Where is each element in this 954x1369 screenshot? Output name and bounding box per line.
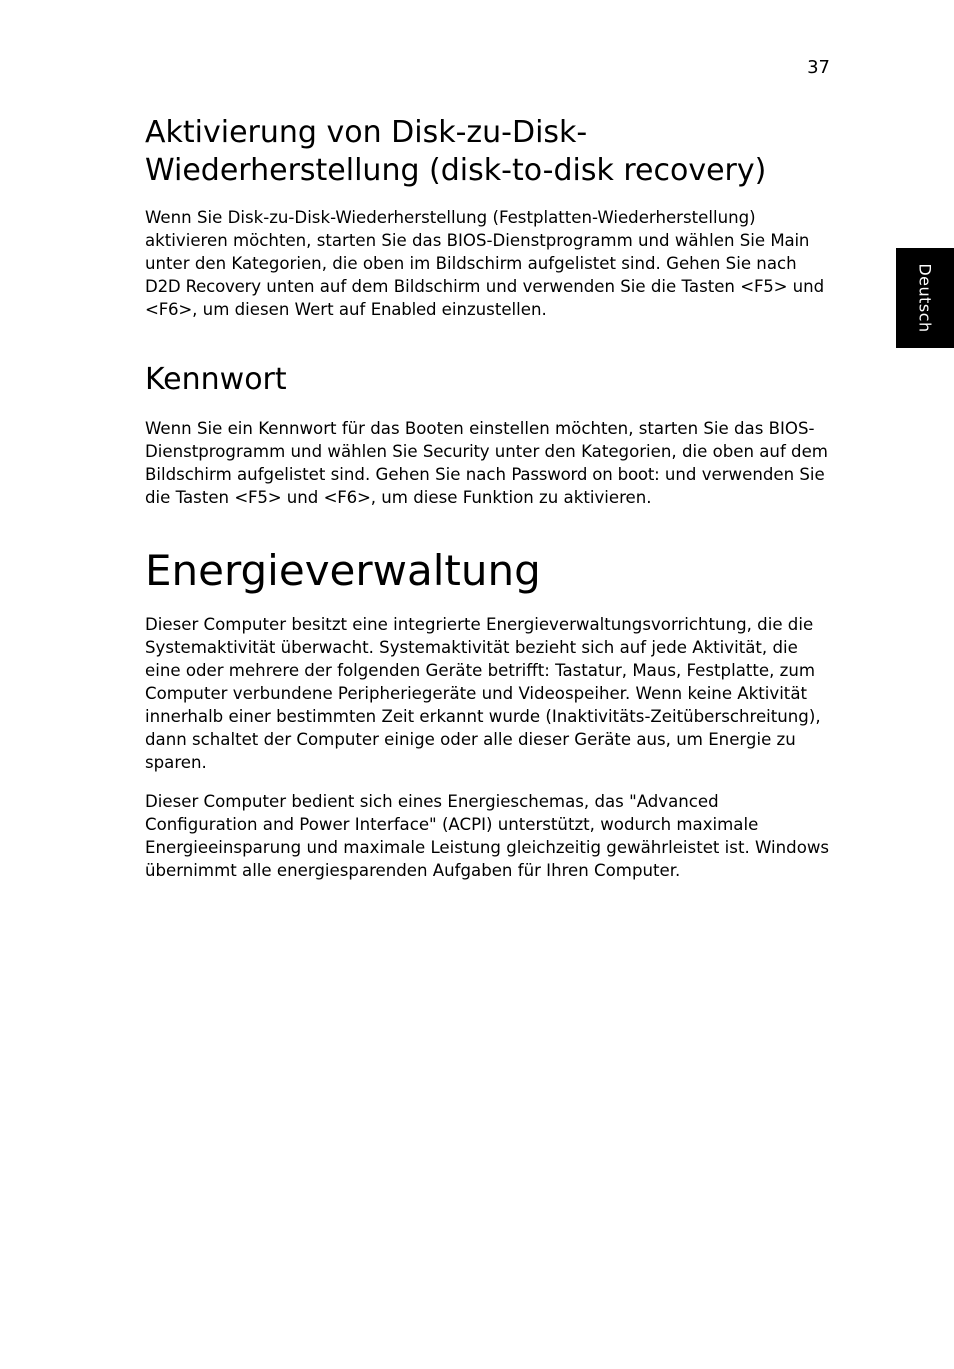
language-tab-label: Deutsch [915,263,935,333]
kennwort-text-2: unter den Kategorien, die oben auf dem Bildschirm aufgelistet sind. Gehen Sie nach [145,442,828,484]
d2d-text-2: unter den Kategorien, die oben im Bildschirm aufgelistet sind. Gehen Sie nach [145,254,797,273]
energie-heading: Energieverwaltung [145,546,541,595]
kennwort-key-f5: <F5> [234,488,282,507]
d2d-term-enabled: Enabled [370,300,437,319]
d2d-heading-line-1: Aktivierung von Disk-zu-Disk- [145,115,588,150]
page-content [145,114,835,882]
kennwort-text-3: und verwenden Sie die Tasten [145,465,825,507]
d2d-key-f5: <F5> [740,277,788,296]
kennwort-paragraph [145,417,835,509]
kennwort-heading: Kennwort [145,362,287,397]
section-kennwort [145,361,835,509]
section-energieverwaltung [145,545,835,882]
d2d-paragraph [145,206,835,321]
d2d-text-3: unten auf dem Bildschirm und verwenden Sie die Tasten [260,277,741,296]
d2d-key-f6: <F6> [145,300,193,319]
kennwort-text-5: , um diese Funktion zu aktivieren. [370,488,652,507]
d2d-term-main: Main [770,231,810,250]
d2d-term-d2d-recovery: D2D Recovery [145,277,261,296]
d2d-heading-line-2: Wiederherstellung (disk-to-disk recovery) [145,153,767,188]
section-d2d-recovery [145,114,835,321]
page-number: 37 [807,57,830,78]
d2d-text-1: Wenn Sie Disk-zu-Disk-Wiederherstellung (Festplatten-Wiederherstellung) aktivieren möchten, starten Sie das BIOS-Dienstprogramm und wählen Sie [145,208,771,250]
d2d-text-4: und [787,277,825,296]
kennwort-key-f6: <F6> [323,488,371,507]
kennwort-term-password-on-boot: Password on boot: [511,465,660,484]
d2d-heading [145,114,835,190]
energie-paragraph-1: Dieser Computer besitzt eine integrierte Energieverwaltungsvorrichtung, die die Systemaktivität überwacht. Systemaktivität bezieht sich auf jede Aktivität, die eine oder mehrere der folgenden Geräte betrifft: Tastatur, Maus, Festplatte, zum Computer verbundene Peripheriegeräte und Videospeiher. Wenn keine Aktivität innerhalb einer bestimmten Zeit erkannt wurde (Inaktivitäts-Zeitüberschreitung), dann schaltet der Computer einige oder alle dieser Geräte aus, um Energie zu sparen. [145,615,821,772]
kennwort-term-security: Security [422,442,490,461]
kennwort-text-1: Wenn Sie ein Kennwort für das Booten einstellen möchten, starten Sie das BIOS-Dienstprogramm und wählen Sie [145,419,815,461]
language-tab [896,248,954,348]
energie-paragraph-2: Dieser Computer bedient sich eines Energieschemas, das "Advanced Configuration and Power Interface" (ACPI) unterstützt, wodurch maximale Energieeinsparung und maximale Leistung gleichzeitig gewährleistet ist. Windows übernimmt alle energiesparenden Aufgaben für Ihren Computer. [145,792,830,880]
d2d-text-6: einzustellen. [436,300,547,319]
kennwort-text-4: und [281,488,324,507]
d2d-text-5: , um diesen Wert auf [192,300,371,319]
